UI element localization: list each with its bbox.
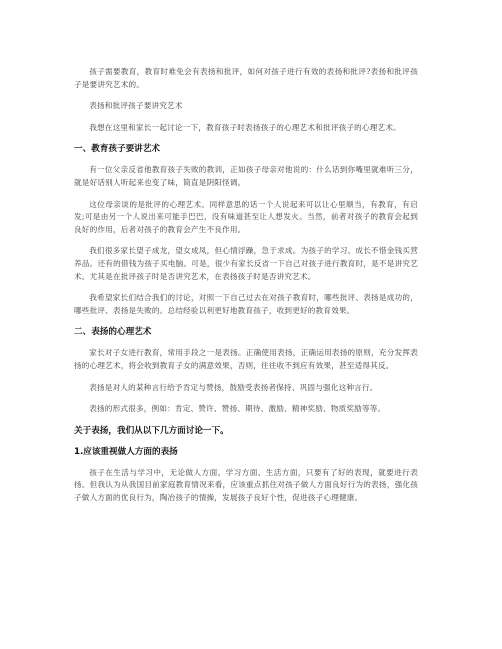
- section1-paragraph: 我希望家长们结合我们的讨论，对照一下自己过去在对孩子教育时，哪些批评、表扬是成功的，哪些批评、表扬是失败的。总结经验以利更好地教育孩子，收到更好的教育效果。: [74, 293, 418, 315]
- intro-paragraph: 孩子需要教育，教育时难免会有表扬和批评，如何对孩子进行有效的表扬和批评?表扬和批评孩子是要讲究艺术的。: [74, 67, 418, 89]
- intro-paragraph-2: 我想在这里和家长一起讨论一下，教育孩子时表扬孩子的心理艺术和批评孩子的心理艺术。: [89, 122, 401, 132]
- section3-paragraph: 孩子在生活与学习中，无论做人方面、学习方面、生活方面，只要有了好的表现，就要进行表扬。但我认为从我国目前家庭教育情况来看，应该重点抓住对孩子做人方面良好行为的表扬，强化孩子做人方面的优良行为，陶冶孩子的情操，发展孩子良好个性，促进孩子心理健康。: [74, 467, 418, 502]
- section1-paragraph: 这位母亲谈的是批评的心理艺术。同样意思的话一个人说起来可以让心里顺当，有教育，有启发;可是由另一个人说出来可能手巴巴，没有味道甚至让人想发火。当然，前者对孩子的教育会起到良好的作用，后者对孩子的教育会产生不良作用。: [74, 199, 418, 234]
- section2-paragraph: 表扬是对人的某种言行给予肯定与赞扬，鼓励受表扬者保持、巩固与强化这种言行。: [89, 382, 378, 392]
- section-heading-2: 二、表扬的心理艺术: [74, 327, 152, 338]
- section2-paragraph: 表扬的形式很多，例如：肯定、赞许、赞扬、期待、激励、精神奖励、物质奖励等等。: [89, 404, 386, 414]
- subsection-heading: 1.应该重视做人方面的表扬: [74, 446, 178, 457]
- section1-paragraph: 我们很多家长望子成龙，望女成凤，但心情浮躁，急于求成。为孩子的学习、成长不惜金钱买营养品。还有的借钱为孩子买电脑。可是，很少有家长反省一下自己对孩子进行教育时，是不是讲究艺术。尤其是在批评孩子时是否讲究艺术，在表扬孩子时是否讲究艺术。: [74, 246, 418, 281]
- intro-title-line: 表扬和批评孩子要讲究艺术: [89, 101, 183, 111]
- section-heading-1: 一、教育孩子要讲艺术: [74, 144, 160, 155]
- section1-paragraph: 有一位父亲反省他教育孩子失败的教训，正如孩子母亲对他说的：什么话到你嘴里就难听三分，就是好话别人听起来也变了味，简直是阴阳怪调。: [74, 165, 418, 187]
- section2-paragraph: 家长对子女进行教育，常用手段之一是表扬。正确使用表扬，正确运用表扬的原则，充分发挥表扬的心理艺术，将会收到教育子女的满意效果，否则，往往收不到应有效果，甚至适得其反。: [74, 348, 418, 370]
- section-heading-3: 关于表扬，我们从以下几方面讨论一下。: [74, 425, 229, 436]
